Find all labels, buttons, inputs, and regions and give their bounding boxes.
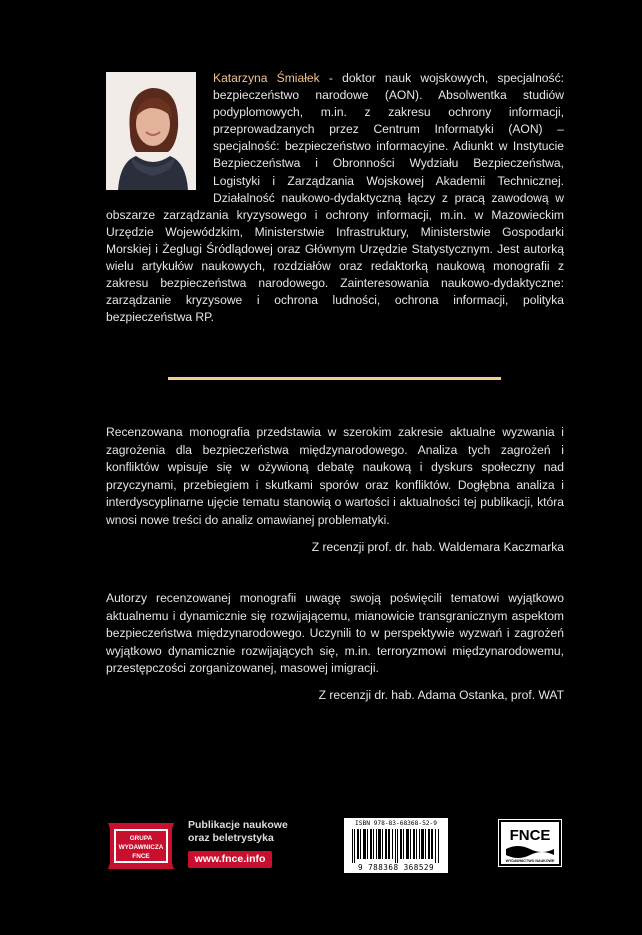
tagline-line-2: oraz beletrystyka (188, 831, 274, 844)
review-signature: Z recenzji dr. hab. Adama Ostanka, prof. WAT (318, 687, 564, 702)
isbn-barcode (344, 818, 448, 873)
bio-text: - doktor nauk wojskowych, specjalność: bezpieczeństwo narodowe (AON). Absolwentka studiów podyplomowych, m.in. z zakresu ochrony informacji, przeprowadzanych przez Centrum Informatyki (AON) – specjalność: bezpieczeństwo informacyjne. Adiunkt w Instytucie Bezpieczeństwa i Obronności Wydziału Bezpieczeństwa, Logistyki i Zarządzania Wojskowej Akademii Technicznej. Działalność naukowo-dydaktyczną łączy z pracą zawodową w obszarze zarządzania kryzysowego i ochrony informacji, m.in. w Mazowieckim Urzędzie Wojewódzkim, Ministerstwie Infrastruktury, Ministerstwie Gospodarki Morskiej i Żeglugi Śródlądowej oraz Głównym Urzędzie Statystycznym. Jest autorką wielu artykułów naukowych, rozdziałów oraz redaktorką naukową monografii z zakresu bezpieczeństwa narodowego. Zainteresowania naukowo-dydaktyczne: zarządzanie kryzysowe i ochrona ludności, ochrona informacji, polityka bezpieczeństwa RP. (106, 71, 564, 325)
svg-text:WYDAWNICTWO NAUKOWE: WYDAWNICTWO NAUKOWE (505, 859, 555, 863)
author-name: Katarzyna Śmiałek (213, 71, 320, 85)
publisher-logo (106, 819, 176, 871)
tagline-line-1: Publikacje naukowe (188, 819, 288, 831)
review-signature: Z recenzji prof. dr. hab. Waldemara Kaczmarka (311, 539, 564, 554)
publisher-url: www.fnce.info (188, 851, 272, 868)
barcode-bars (352, 829, 440, 863)
divider (168, 377, 501, 380)
isbn-number: ISBN 978-83-68368-52-9 (355, 820, 437, 827)
svg-text:WYDAWNICZA: WYDAWNICZA (118, 844, 164, 851)
review-text: Recenzowana monografia przedstawia w szerokim zakresie aktualne wyzwania i zagrożenia dla bezpieczeństwa międzynarodowego. Analiza tych zagrożeń i konfliktów wpisuje się w ożywioną debatę naukową i dyskurs społeczny nad przyczynami, przebiegiem i skutkami sporów oraz konfliktów. Dogłębna analiza i interdyscyplinarne ujęcie tematu stanowią o wartości i aktualności tej publikacji, która wnosi nowe treści do analiz omawianej problematyki. (106, 425, 564, 527)
author-bio (106, 70, 564, 326)
publisher-tagline (188, 819, 288, 844)
svg-text:FNCE: FNCE (132, 853, 150, 860)
ean-digits: 9 788368 368529 (357, 863, 435, 872)
svg-text:GRUPA: GRUPA (129, 835, 153, 842)
review-text: Autorzy recenzowanej monografii uwagę swoją poświęcili tematowi wyjątkowo aktualnemu i dynamicznie się rozwijającemu, mianowicie transgranicznym aspektom bezpieczeństwa międzynarodowego. Uczynili to w perspektywie wyzwań i zagrożeń wyjątkowo dynamicznie rozwijających się, m.in. terroryzmowi międzynarodowemu, przestępczości zorganizowanej, masowej imigracji. (106, 591, 564, 676)
svg-text:FNCE: FNCE (509, 827, 551, 844)
footer (0, 815, 642, 875)
fnce-logo (498, 819, 562, 867)
review-1 (106, 424, 564, 556)
review-2 (106, 590, 564, 705)
